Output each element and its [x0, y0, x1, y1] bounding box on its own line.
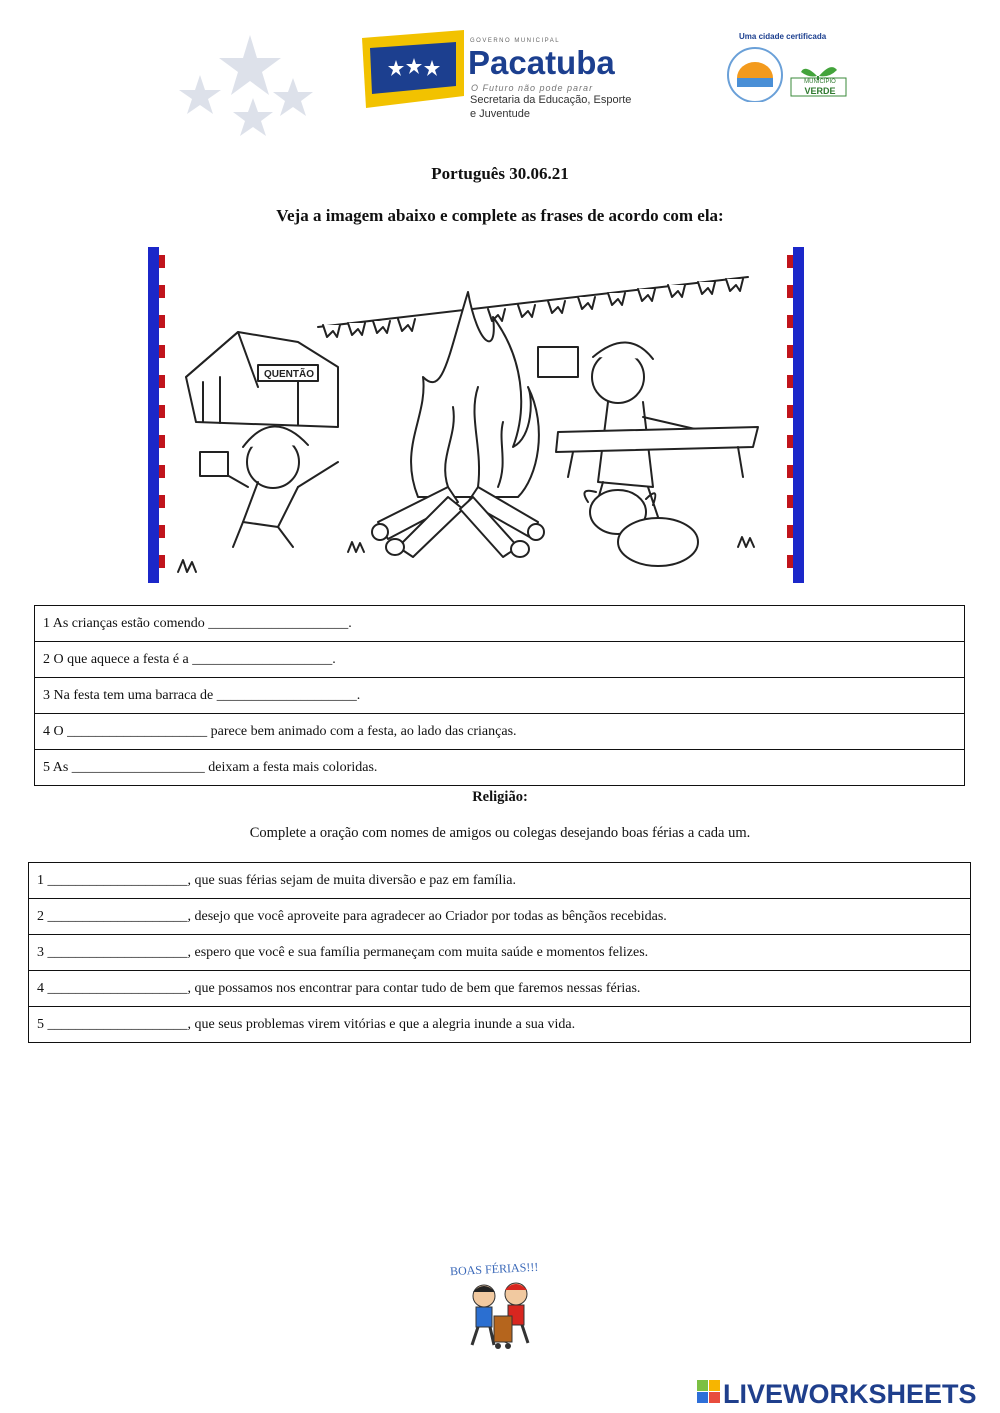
prayer-item: 4 ____________________, que possamos nos encontrar para contar tudo de bem que faremos nessas férias. — [29, 971, 971, 1007]
table-row — [35, 714, 965, 750]
seal-badge-line2: VERDE — [804, 86, 836, 96]
exercise-item: 5 As ___________________ deixam a festa mais coloridas. — [35, 750, 965, 786]
certified-city-seal — [725, 32, 855, 102]
kids-suitcase-icon — [440, 1276, 565, 1354]
religiao-exercise-table — [28, 862, 971, 1043]
table-row — [35, 606, 965, 642]
table-row — [29, 899, 971, 935]
page-title: Português 30.06.21 — [431, 164, 569, 183]
religiao-heading: Religião: — [472, 789, 528, 805]
prayer-item: 2 ____________________, desejo que você aproveite para agradecer ao Criador por todas as bênçãos recebidas. — [29, 899, 971, 935]
seal-caption: Uma cidade certificada — [739, 32, 827, 41]
exercise-item: 3 Na festa tem uma barraca de ____________________. — [35, 678, 965, 714]
religiao-instruction: Complete a oração com nomes de amigos ou colegas desejando boas férias a cada um. — [249, 825, 751, 841]
logo-secretaria-line1: Secretaria da Educação, Esporte — [470, 94, 632, 106]
boas-ferias-text: BOAS FÉRIAS!!! — [449, 1259, 539, 1279]
table-row — [29, 1007, 971, 1043]
table-row — [29, 935, 971, 971]
exercise-item: 4 O ____________________ parece bem animado com a festa, ao lado das crianças. — [35, 714, 965, 750]
liveworksheets-brand-text: LIVEWORKSHEETS — [723, 1379, 977, 1409]
table-row — [35, 750, 965, 786]
table-row — [35, 642, 965, 678]
quentao-sign: QUENTÃO — [264, 369, 314, 380]
table-row — [35, 678, 965, 714]
prayer-item: 3 ____________________, espero que você e sua família permaneçam com muita saúde e momentos felizes. — [29, 935, 971, 971]
seal-badge-line1: MUNICÍPIO — [804, 79, 836, 85]
stars-watermark-icon — [175, 30, 325, 140]
page-instruction: Veja a imagem abaixo e complete as frases de acordo com ela: — [276, 206, 724, 225]
festa-junina-illustration — [148, 247, 804, 583]
table-row — [29, 863, 971, 899]
exercise-item: 1 As crianças estão comendo ____________________. — [35, 606, 965, 642]
liveworksheets-mark-icon — [697, 1380, 720, 1403]
pacatuba-logo — [360, 30, 640, 130]
liveworksheets-logo — [697, 1374, 997, 1410]
boas-ferias-image — [440, 1259, 565, 1352]
logo-slogan: O Futuro não pode parar — [471, 83, 594, 93]
prayer-item: 1 ____________________, que suas férias sejam de muita diversão e paz em família. — [29, 863, 971, 899]
logo-secretaria-line2: e Juventude — [470, 108, 530, 120]
prayer-item: 5 ____________________, que seus problemas virem vitórias e que a alegria inunde a sua vida. — [29, 1007, 971, 1043]
flag-logo-icon — [360, 30, 468, 112]
portugues-exercise-table — [34, 605, 965, 786]
table-row — [29, 971, 971, 1007]
logo-top-line: GOVERNO MUNICIPAL — [470, 38, 561, 44]
exercise-item: 2 O que aquece a festa é a ____________________. — [35, 642, 965, 678]
logo-name: Pacatuba — [468, 44, 615, 81]
